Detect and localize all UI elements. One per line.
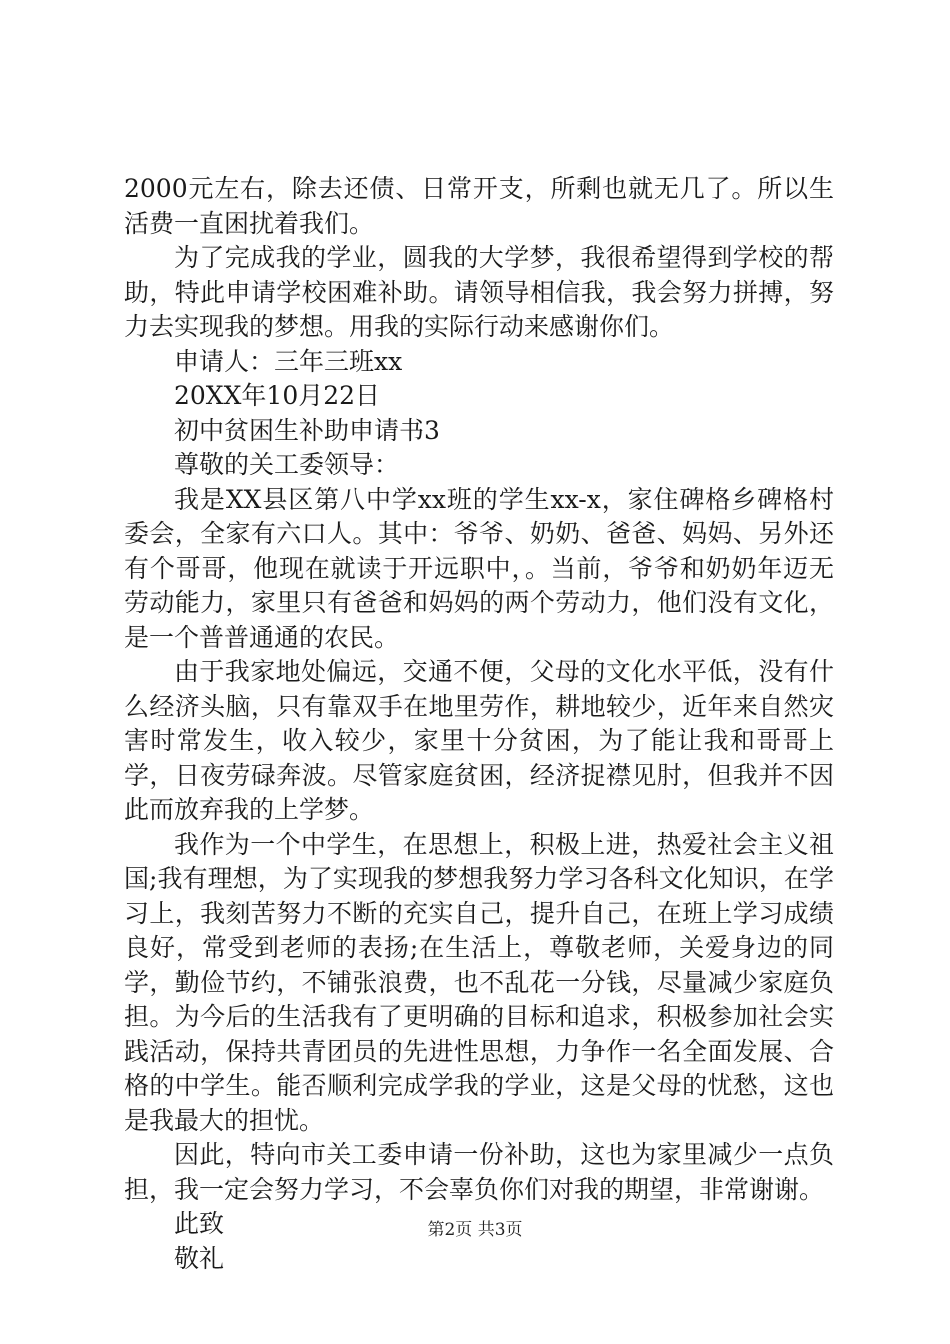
applicant-line: 申请人：三年三班xx [174, 346, 403, 376]
section-title: 初中贫困生补助申请书3 [174, 415, 440, 445]
paragraph-family: 我是XX县区第八中学xx班的学生xx-x，家住碑格乡碑格村委会，全家有六口人。其中：爷爷、奶奶、爸爸、妈妈、另外还有个哥哥，他现在就读于开远职中，。当前，爷爷和奶奶年迈无劳动能力，家里只有爸爸和妈妈的两个劳动力，他们没有文化，是一个普普通通的农民。 [124, 484, 834, 652]
paragraph-student: 我作为一个中学生，在思想上，积极上进，热爱社会主义祖国;我有理想，为了实现我的梦想我努力学习各科文化知识，在学习上，我刻苦努力不断的充实自己，提升自己，在班上学习成绩良好，常受到老师的表扬;在生活上，尊敬老师，关爱身边的同学，勤俭节约，不铺张浪费，也不乱花一分钱，尽量减少家庭负担。为今后的生活我有了更明确的目标和追求，积极参加社会实践活动，保持共青团员的先进性思想，力争作一名全面发展、合格的中学生。能否顺利完成学我的学业，这是父母的忧愁，这也是我最大的担忧。 [124, 829, 834, 1135]
paragraph-hardship: 由于我家地处偏远，交通不便，父母的文化水平低，没有什么经济头脑，只有靠双手在地里劳作，耕地较少，近年来自然灾害时常发生，收入较少，家里十分贫困，为了能让我和哥哥上学，日夜劳碌奔波。尽管家庭贫困，经济捉襟见肘，但我并不因此而放弃我的上学梦。 [124, 657, 834, 824]
paragraph-request: 为了完成我的学业，圆我的大学梦，我很希望得到学校的帮助，特此申请学校困难补助。请领导相信我，我会努力拼搏，努力去实现我的梦想。用我的实际行动来感谢你们。 [124, 243, 834, 341]
salutation: 尊敬的关工委领导： [174, 450, 400, 479]
paragraph-continuation: 2000元左右，除去还债、日常开支，所剩也就无几了。所以生活费一直困扰着我们。 [124, 174, 834, 238]
page-number-footer: 第2页 共3页 [427, 1220, 523, 1240]
closing-line: 此致 [174, 1209, 225, 1238]
closing-regards: 敬礼 [174, 1243, 225, 1273]
paragraph-request-subsidy: 因此，特向市关工委申请一份补助，这也为家里减少一点负担，我一定会努力学习，不会辜负你们对我的期望，非常谢谢。 [124, 1140, 834, 1204]
document-body [124, 172, 834, 1276]
date-line: 20XX年10月22日 [174, 381, 381, 410]
